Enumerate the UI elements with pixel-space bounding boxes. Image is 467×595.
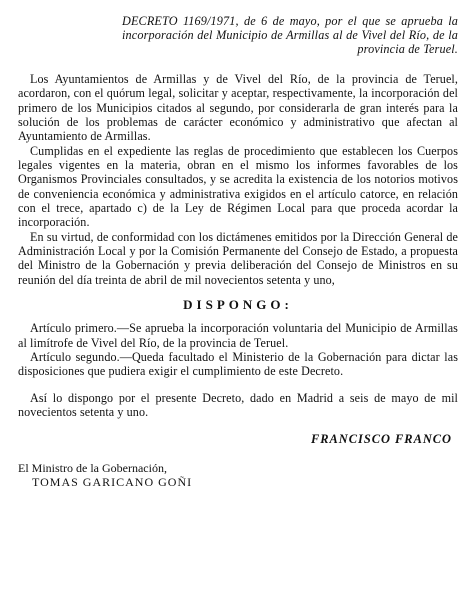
closing-paragraph: Así lo dispongo por el presente Decreto, dado en Madrid a seis de mayo de mil novecientos setenta y uno.: [18, 390, 458, 419]
minister-block: [18, 461, 458, 489]
article-first: Artículo primero.—Se aprueba la incorporación voluntaria del Municipio de Armillas al limítrofe de Vivel del Río, de la provincia de Teruel.: [18, 321, 458, 350]
head-of-state-signature: FRANCISCO FRANCO: [311, 432, 452, 447]
minister-title: El Ministro de la Gobernación,: [18, 461, 167, 476]
intro-paragraph-1: Los Ayuntamientos de Armillas y de Vivel del Río, de la provincia de Teruel, acordaron, con el quórum legal, solicitar y aceptar, respectivamente, la incorporación del primero de los Municipios citados al segundo, por considerarla de gran interés para la solución de los problemas de carácter económico y administrativo que afectan al Ayuntamiento de Armillas.: [18, 72, 458, 144]
decree-heading: DECRETO 1169/1971, de 6 de mayo, por el que se aprueba la incorporación del Municipio de Armillas al de Vivel del Río, de la provincia de Teruel.: [122, 14, 458, 56]
dispongo-heading: DISPONGO:: [183, 297, 293, 313]
minister-name: TOMAS GARICANO GOÑI: [32, 475, 193, 490]
intro-paragraph-2: Cumplidas en el expediente las reglas de procedimiento que establecen los Cuerpos legales vigentes en la materia, obran en el mismo los informes favorables de los Organismos Provinciales consultados, y se acredita la existencia de los notorios motivos de conveniencia económica y administrativa exigidos en el artículo catorce, en relación con el trece, apartado c) de la Ley de Régimen Local para que proceda acordar la incorporación.: [18, 143, 458, 230]
intro-paragraph-3: En su virtud, de conformidad con los dictámenes emitidos por la Dirección General de Administración Local y por la Comisión Permanente del Consejo de Estado, a propuesta del Ministro de la Gobernación y previa deliberación del Consejo de Ministros en su reunión del día treinta de abril de mil novecientos setenta y uno,: [18, 229, 458, 287]
article-second: Artículo segundo.—Queda facultado el Ministerio de la Gobernación para dictar las disposiciones que pudiera exigir el cumplimiento de este Decreto.: [18, 349, 458, 379]
